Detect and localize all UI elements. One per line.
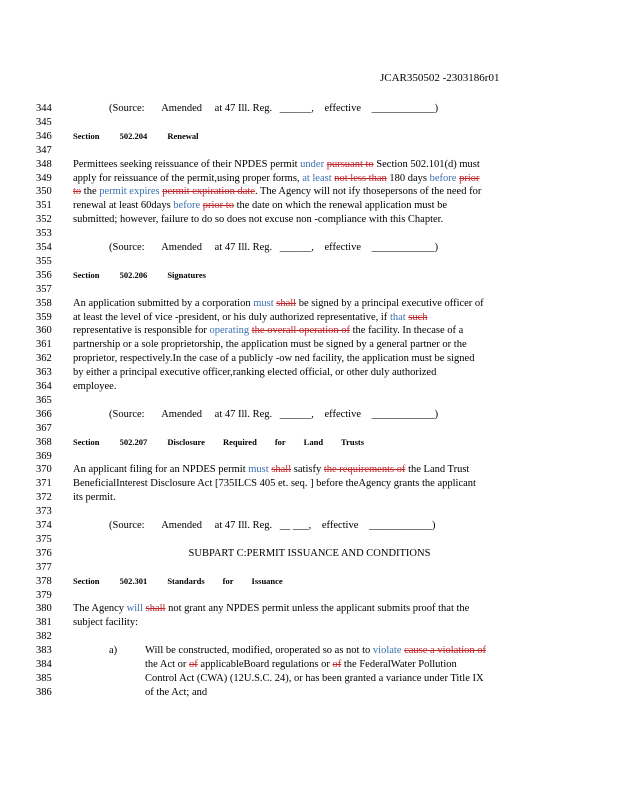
line-text [73,172,546,185]
register-blank: ______, [279,408,314,420]
text-run: its permit. [73,492,116,504]
text-run: of the Act; and [145,686,208,698]
text-run: Section 502.101(d) must [373,158,480,170]
effective-label: effective [321,520,359,531]
section-title-word: Required [222,436,257,447]
line-number: 356 [36,269,52,281]
effective-label: effective [324,242,362,253]
section-number: 502.206 [119,269,148,280]
document-line [0,213,618,226]
section-number: 502.204 [119,130,148,141]
register-blank: __ ___, [279,520,312,531]
line-number: 370 [36,464,52,476]
line-text [73,213,546,226]
line-text [145,686,546,699]
text-run: by either a principal executive officer,ranking elected official, or other duly authorized [73,367,437,379]
document-line [0,436,618,449]
line-number: 362 [36,353,52,365]
register-cite: at 47 Ill. Reg. [214,520,273,531]
section-title: Disclosure [167,436,205,447]
document-line [0,505,618,518]
document-line [0,547,618,560]
deleted-text: permit expiration date [162,186,255,198]
inserted-text: must [248,464,269,476]
text-run: satisfy [291,464,324,476]
line-number: 360 [36,325,52,337]
line-number: 355 [36,255,52,267]
document-line [0,269,618,282]
line-number: 361 [36,339,52,351]
line-text [109,519,546,532]
document-line [0,366,618,379]
deleted-text: cause a violation of [404,645,487,657]
document-line [0,463,618,476]
document-line [0,172,618,185]
line-text [73,130,546,143]
section-title-word: for [222,575,234,586]
text-run: . The Agency will not ify thosepersons of the need for [254,186,482,198]
line-number: 349 [36,172,52,184]
inserted-text: permit expires [99,186,160,198]
line-number: 381 [36,617,52,629]
section-title-word: Trusts [341,436,365,447]
text-run: submitted; however, failure to do so does not excuse non -compliance with this Chapter. [73,214,444,226]
inserted-text: that [389,311,406,323]
line-number: 357 [36,283,52,295]
line-number: 345 [36,116,52,128]
line-number: 373 [36,506,52,518]
line-number: 377 [36,561,52,573]
document-line [0,185,618,198]
document-line [0,352,618,365]
line-text [73,185,546,198]
line-text [73,338,546,351]
line-number: 379 [36,589,52,601]
deleted-text: shall [276,297,297,309]
line-text [145,644,546,657]
text-run: An application submitted by a corporation [73,297,254,309]
deleted-text: pursuant to [326,158,374,170]
text-run: apply for reissuance of the permit,using proper forms, [73,172,303,184]
line-number: 368 [36,436,52,448]
document-line [0,644,618,657]
line-number: 369 [36,450,52,462]
text-run: partnership or a sole proprietorship, the application must be signed by a general partner or the [73,339,467,351]
line-text [73,158,546,171]
register-blank: ______, [279,103,314,114]
inserted-text: before [173,200,201,212]
document-line [0,491,618,504]
document-line [0,658,618,671]
section-title: Signatures [167,269,206,280]
line-number: 351 [36,200,52,212]
line-number: 382 [36,631,52,643]
line-number: 385 [36,672,52,684]
document-line [0,630,618,643]
document-line [0,477,618,490]
document-line [0,283,618,296]
line-number: 372 [36,492,52,504]
text-run: renewal at least 60days [73,200,174,212]
line-text [73,436,546,449]
source-label: (Source: [109,242,145,253]
section-label: Section [73,575,100,586]
effective-label: effective [324,103,362,114]
subpart-heading: SUBPART C:PERMIT ISSUANCE AND CONDITIONS [188,547,431,559]
section-number: 502.207 [119,436,148,447]
line-number: 363 [36,367,52,379]
deleted-text: the overall operation of [251,325,351,337]
line-text [73,311,546,324]
line-number: 344 [36,103,52,114]
line-text [73,366,546,379]
inserted-text: operating [209,325,250,337]
line-number: 358 [36,297,52,309]
text-run: representative is responsible for [73,325,210,337]
line-text [73,575,546,588]
document-line [0,158,618,171]
deleted-text: such [408,311,428,323]
inserted-text: will [126,603,143,615]
effective-blank: ____________) [369,520,436,531]
document-line [0,297,618,310]
line-number: 380 [36,603,52,615]
effective-blank: ____________) [371,408,439,420]
section-title: Standards [167,575,205,586]
line-number: 375 [36,533,52,545]
inserted-text: violate [372,645,402,657]
section-number: 502.301 [119,575,148,586]
source-label: (Source: [109,408,145,420]
text-run: The Agency [73,603,127,615]
document-line [0,102,618,115]
line-number: 350 [36,186,52,198]
text-run: proprietor, respectively.In the case of a publicly -ow ned facility, the application must be signed [73,353,475,365]
register-cite: at 47 Ill. Reg. [214,408,273,420]
section-label: Section [73,269,100,280]
line-text [73,547,546,560]
deleted-text: prior to [202,200,234,212]
effective-label: effective [324,408,362,420]
text-run: employee. [73,381,117,392]
line-text [73,463,546,476]
section-label: Section [73,130,100,141]
document-header: JCAR350502 -2303186r01 [380,72,500,84]
text-run: An applicant filing for an NPDES permit [73,464,249,476]
line-number: 352 [36,214,52,226]
text-run: at least the level of vice -president, or his duly authorized representative, if [73,311,390,323]
text-run: the Land Trust [405,464,470,476]
register-cite: at 47 Ill. Reg. [214,103,273,114]
text-run: the date on which the renewal application must be [233,200,448,212]
deleted-text: prior [459,172,480,184]
source-label: (Source: [109,103,145,114]
text-run: the [81,186,100,198]
line-text [73,352,546,365]
deleted-text: to [73,186,82,198]
line-text [109,408,546,421]
deleted-text: the requirements of [323,464,406,476]
line-number: 367 [36,422,52,434]
document-line [0,144,618,157]
document-line [0,311,618,324]
text-run: applicableBoard regulations or [197,659,333,670]
line-text [145,658,546,671]
line-number: 376 [36,547,52,559]
document-line [0,561,618,574]
line-number: 354 [36,242,52,253]
document-line [0,519,618,532]
document-line [0,199,618,212]
line-number: 384 [36,659,52,670]
text-run: Permittees seeking reissuance of their NPDES permit [73,158,301,170]
line-number: 386 [36,686,52,698]
section-title-word: for [274,436,286,447]
section-title: Renewal [167,130,199,141]
inserted-text: under [300,158,325,170]
line-text [73,324,546,337]
deleted-text: shall [145,603,166,615]
document-line [0,408,618,421]
text-run: Control Act (CWA) (12U.S.C. 24), or has been granted a variance under Title IX [145,672,484,684]
section-title-word: Land [303,436,324,447]
line-number: 366 [36,408,52,420]
register-blank: ______, [279,242,314,253]
deleted-text: not less than [334,172,387,184]
line-text [109,102,546,115]
line-number: 347 [36,144,52,156]
amended-label: Amended [161,103,203,114]
text-run: not grant any NPDES permit unless the applicant submits proof that the [165,603,470,615]
line-text [73,602,546,615]
line-text [109,241,546,254]
effective-blank: ____________) [371,242,439,253]
text-run: 180 days [386,172,430,184]
document-line [0,575,618,588]
inserted-text: must [253,297,274,309]
line-text [73,269,546,282]
source-label: (Source: [109,520,145,531]
amended-label: Amended [161,520,203,531]
line-number: 364 [36,381,52,392]
text-run: the FederalWater Pollution [341,659,457,670]
text-run: Will be constructed, modified, oroperated so as not to [145,645,373,657]
document-line [0,422,618,435]
line-number: 359 [36,311,52,323]
document-line [0,338,618,351]
line-number: 371 [36,478,52,490]
line-number: 353 [36,228,52,240]
deleted-text: of [332,659,342,670]
text-run: the Act or [145,659,190,670]
line-number: 383 [36,645,52,657]
line-number: 378 [36,575,52,587]
effective-blank: ____________) [371,103,439,114]
inserted-text: at least [302,172,332,184]
text-run: the facility. In thecase of a [350,325,464,337]
document-line [0,394,618,407]
item-label: a) [109,645,118,657]
document-line [0,450,618,463]
document-line [0,533,618,546]
line-number: 348 [36,158,52,170]
document-line [0,227,618,240]
line-number: 374 [36,520,52,531]
register-cite: at 47 Ill. Reg. [214,242,273,253]
document-line [0,380,618,393]
document-line [0,686,618,699]
section-label: Section [73,436,100,447]
document-line [0,241,618,254]
line-number: 365 [36,394,52,406]
document-line [0,672,618,685]
line-number: 346 [36,130,52,142]
line-text [73,477,546,490]
document-line [0,130,618,143]
line-text [145,672,546,685]
inserted-text: before [429,172,457,184]
document-line [0,324,618,337]
deleted-text: shall [271,464,292,476]
text-run: be signed by a principal executive officer of [296,297,484,309]
line-text [73,491,546,504]
document-line [0,255,618,268]
deleted-text: of [189,659,198,670]
document-line [0,616,618,629]
line-text [73,297,546,310]
document-line [0,589,618,602]
line-text [73,616,546,629]
line-text [73,199,546,212]
text-run: subject facility: [73,617,139,629]
amended-label: Amended [161,242,203,253]
document-line [0,116,618,129]
amended-label: Amended [161,408,203,420]
text-run: BeneficialInterest Disclosure Act [735ILCS 405 et. seq. ] before theAgency grants the applicant [73,478,476,490]
section-title-word: Issuance [251,575,283,586]
line-text [73,380,546,393]
document-line [0,602,618,615]
